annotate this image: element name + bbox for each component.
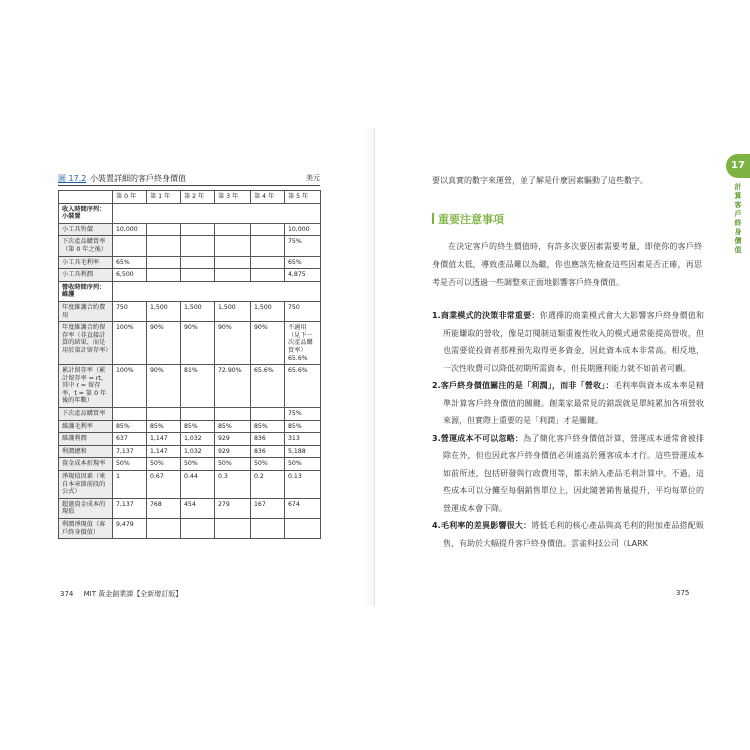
table-row xyxy=(59,420,321,433)
row-label: 維護毛利率 xyxy=(59,420,113,433)
value-cell xyxy=(113,236,147,256)
item-lead: 2.客戶終身價值關注的是「利潤」，而非「營收」： xyxy=(432,381,614,390)
row-label: 小工具售價 xyxy=(59,223,113,236)
value-cell: 65% xyxy=(113,256,147,269)
value-cell xyxy=(181,269,215,282)
left-page-number: 374 xyxy=(60,590,74,598)
value-cell: 1,500 xyxy=(181,301,215,321)
value-cell xyxy=(215,223,251,236)
value-cell: 50% xyxy=(251,458,285,471)
value-cell: 50% xyxy=(113,458,147,471)
value-cell: 50% xyxy=(181,458,215,471)
value-cell xyxy=(181,408,215,421)
value-cell: 85% xyxy=(181,420,215,433)
value-cell: 65% xyxy=(285,256,321,269)
value-cell xyxy=(113,408,147,421)
header-cell: 第 1 年 xyxy=(147,191,181,204)
table-row xyxy=(59,458,321,471)
value-cell: 1,500 xyxy=(251,301,285,321)
currency-unit: 美元 xyxy=(306,174,320,182)
row-label: 小工具利潤 xyxy=(59,269,113,282)
chapter-number: 17 xyxy=(726,154,750,178)
considerations-list xyxy=(432,307,704,552)
value-cell xyxy=(181,256,215,269)
section-label: 營收時間序列：維護 xyxy=(59,281,113,301)
value-cell xyxy=(251,223,285,236)
table-section-row xyxy=(59,203,321,223)
list-item xyxy=(432,517,704,552)
value-cell: 167 xyxy=(251,498,285,518)
value-cell xyxy=(215,236,251,256)
value-cell: 0.3 xyxy=(215,471,251,499)
value-cell: 750 xyxy=(285,301,321,321)
book-gutter-shadow xyxy=(362,128,374,606)
value-cell: 7,137 xyxy=(113,445,147,458)
value-cell: 0.13 xyxy=(285,471,321,499)
value-cell: 50% xyxy=(215,458,251,471)
value-cell xyxy=(147,269,181,282)
heading-bar xyxy=(432,213,434,224)
value-cell: 768 xyxy=(147,498,181,518)
value-cell: 9,479 xyxy=(113,519,147,539)
value-cell: 不適用（見下一次產品購買率）65.6% xyxy=(285,322,321,365)
value-cell: 85% xyxy=(285,420,321,433)
book-spine xyxy=(374,128,375,606)
header-cell: 第 3 年 xyxy=(215,191,251,204)
section-filler xyxy=(113,281,321,301)
value-cell: 65.6% xyxy=(285,365,321,408)
table-row xyxy=(59,498,321,518)
value-cell: 674 xyxy=(285,498,321,518)
table-row xyxy=(59,256,321,269)
row-label: 維護利潤 xyxy=(59,433,113,446)
value-cell: 313 xyxy=(285,433,321,446)
row-label: 淨現值因素（來自本章節前段的公式） xyxy=(59,471,113,499)
row-label: 利潤淨現值（客戶終身價值） xyxy=(59,519,113,539)
header-cell: 第 0 年 xyxy=(113,191,147,204)
item-lead: 4.毛利率的差異影響很大： xyxy=(432,521,532,530)
section-label: 收入時間序列：小裝置 xyxy=(59,203,113,223)
table-row xyxy=(59,408,321,421)
chapter-tab xyxy=(726,154,750,272)
value-cell xyxy=(147,223,181,236)
clv-table xyxy=(58,190,321,539)
value-cell xyxy=(215,519,251,539)
value-cell: 5,188 xyxy=(285,445,321,458)
value-cell xyxy=(215,408,251,421)
row-label: 累計留存率（累計留存率 = rt，其中 r = 留存率，t = 第 0 年後的年數） xyxy=(59,365,113,408)
table-row xyxy=(59,236,321,256)
body-paragraph: 在決定客戶的終生價值時，有許多次要因素需要考量，即使你的客戶終身價值太低，導致產品難以為繼，你也應該先檢查這些因素是否正確，再思考是否可以透過一些調整來正面地影響客戶終身價值。 xyxy=(432,242,702,287)
row-label: 超過資金成本的現值 xyxy=(59,498,113,518)
value-cell: 1,500 xyxy=(147,301,181,321)
table-row xyxy=(59,365,321,408)
value-cell: 50% xyxy=(147,458,181,471)
table-row xyxy=(59,269,321,282)
header-cell: 第 2 年 xyxy=(181,191,215,204)
item-text: 你選擇的商業模式會大大影響客戶終身價值和所能賺取的營收，像是訂閱制這類重複性收入的模式通常能提高營收，但也需要從投資者那裡預先取得更多資金，因此資本成本非常高。相反地，一次性收費可以降低初期所需資本，但長期獲利能力就不如前者可觀。 xyxy=(443,311,704,373)
value-cell xyxy=(251,269,285,282)
item-lead: 1.商業模式的決策非常重要： xyxy=(432,311,540,320)
caption-rule xyxy=(58,185,320,186)
header-cell: 第 4 年 xyxy=(251,191,285,204)
row-label: 下次產品購買率（第 0 年之後） xyxy=(59,236,113,256)
table-row xyxy=(59,322,321,365)
value-cell: 50% xyxy=(285,458,321,471)
header-cell xyxy=(59,191,113,204)
row-label: 利潤總和 xyxy=(59,445,113,458)
value-cell: 65.6% xyxy=(251,365,285,408)
value-cell: 929 xyxy=(215,433,251,446)
value-cell xyxy=(147,256,181,269)
value-cell: 10,000 xyxy=(285,223,321,236)
value-cell: 90% xyxy=(251,322,285,365)
value-cell: 100% xyxy=(113,322,147,365)
section-filler xyxy=(113,203,321,223)
table-row xyxy=(59,433,321,446)
figure-title: 小裝置詳細的客戶終身價值 xyxy=(90,174,186,183)
value-cell xyxy=(181,223,215,236)
value-cell: 10,000 xyxy=(113,223,147,236)
value-cell: 75% xyxy=(285,408,321,421)
figure-number: 圖 17.2 xyxy=(58,174,87,183)
value-cell xyxy=(181,236,215,256)
value-cell: 72.90% xyxy=(215,365,251,408)
item-text: 毛利率與資本成本率是精準計算客戶終身價值的關鍵。創業家最常見的錯誤就是單純累加各項營收來源，但實際上重要的是「利潤」才是關鍵。 xyxy=(443,381,705,425)
value-cell: 1,147 xyxy=(147,445,181,458)
value-cell xyxy=(215,256,251,269)
value-cell xyxy=(147,236,181,256)
value-cell: 4,875 xyxy=(285,269,321,282)
left-page-footer xyxy=(60,589,182,599)
value-cell: 0.67 xyxy=(147,471,181,499)
value-cell: 750 xyxy=(113,301,147,321)
value-cell: 7,137 xyxy=(113,498,147,518)
row-label: 資金成本折現率 xyxy=(59,458,113,471)
value-cell xyxy=(147,519,181,539)
value-cell: 85% xyxy=(113,420,147,433)
value-cell: 85% xyxy=(215,420,251,433)
list-item xyxy=(432,307,704,377)
row-label: 年度維護合約留存率（非直接計算的結果，而是用於第計留存率） xyxy=(59,322,113,365)
value-cell: 0.2 xyxy=(251,471,285,499)
value-cell: 1,147 xyxy=(147,433,181,446)
right-page-number: 375 xyxy=(676,589,690,597)
item-lead: 3.營運成本不可以忽略： xyxy=(432,433,524,443)
table-row xyxy=(59,223,321,236)
value-cell: 90% xyxy=(147,365,181,408)
table-header-row xyxy=(59,191,321,204)
value-cell: 90% xyxy=(215,322,251,365)
book-title: MIT 黃金創業課【全新增訂版】 xyxy=(83,590,183,598)
value-cell: 100% xyxy=(113,365,147,408)
value-cell: 90% xyxy=(147,322,181,365)
intro-line: 要以真實的數字來運營，並了解是什麼因素驅動了這些數字。 xyxy=(432,176,648,185)
value-cell: 1,032 xyxy=(181,445,215,458)
value-cell: 279 xyxy=(215,498,251,518)
value-cell xyxy=(147,408,181,421)
section-heading xyxy=(432,211,504,227)
value-cell xyxy=(285,519,321,539)
value-cell: 75% xyxy=(285,236,321,256)
value-cell: 81% xyxy=(181,365,215,408)
value-cell: 836 xyxy=(251,433,285,446)
value-cell: 1,500 xyxy=(215,301,251,321)
value-cell: 85% xyxy=(251,420,285,433)
value-cell: 6,500 xyxy=(113,269,147,282)
list-item xyxy=(432,377,704,430)
value-cell: 1,032 xyxy=(181,433,215,446)
value-cell xyxy=(251,519,285,539)
section-heading-text: 重要注意事項 xyxy=(438,213,504,226)
list-item xyxy=(432,430,704,518)
value-cell xyxy=(251,408,285,421)
table-row xyxy=(59,301,321,321)
value-cell: 90% xyxy=(181,322,215,365)
row-label: 下次產品購買率 xyxy=(59,408,113,421)
item-text: 為了簡化客戶終身價值計算，營運成本通常會被排除在外，但也因此客戶終身價值必須遠高於獲客成本才行。這些營運成本如前所述，包括研發與行政費用等，都未納入產品毛利計算中。不過，這些成本可以分攤至每個銷售單位上，因此隨著銷售量提升，平均每單位的營運成本會下降。 xyxy=(443,433,705,513)
value-cell: 85% xyxy=(147,420,181,433)
table-section-row xyxy=(59,281,321,301)
value-cell: 637 xyxy=(113,433,147,446)
header-cell: 第 5 年 xyxy=(285,191,321,204)
value-cell: 454 xyxy=(181,498,215,518)
value-cell xyxy=(251,256,285,269)
value-cell: 0.44 xyxy=(181,471,215,499)
row-label: 年度維護合約費用 xyxy=(59,301,113,321)
value-cell xyxy=(215,269,251,282)
row-label: 小工具毛利率 xyxy=(59,256,113,269)
item-text: 將低毛利的核心產品與高毛利的附加產品搭配販售，有助於大幅提升客戶終身價值。雲雀科技公司（LARK xyxy=(443,521,705,548)
table-row xyxy=(59,519,321,539)
value-cell: 929 xyxy=(215,445,251,458)
chapter-label: 計算客戶終身價值 xyxy=(734,183,742,254)
value-cell: 1 xyxy=(113,471,147,499)
value-cell xyxy=(181,519,215,539)
table-row xyxy=(59,445,321,458)
table-row xyxy=(59,471,321,499)
value-cell xyxy=(251,236,285,256)
value-cell: 836 xyxy=(251,445,285,458)
